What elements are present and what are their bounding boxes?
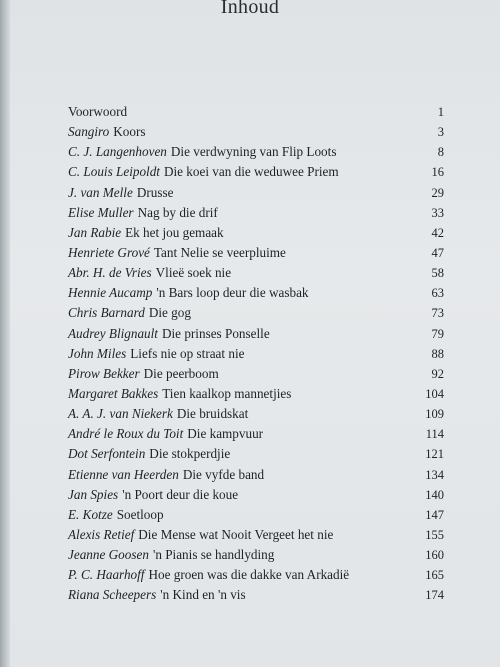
toc-entry <box>68 283 444 303</box>
toc-work-title: Die Mense wat Nooit Vergeet het nie <box>138 526 334 542</box>
table-of-contents <box>68 102 444 606</box>
toc-author: Pirow Bekker <box>68 365 140 381</box>
toc-author: P. C. Haarhoff <box>68 567 145 583</box>
toc-work-title: Koors <box>113 124 146 140</box>
toc-work-title: Die koei van die weduwee Priem <box>163 164 339 180</box>
toc-entry <box>68 525 444 545</box>
toc-entry <box>68 263 444 283</box>
toc-author: Jan Rabie <box>68 224 122 240</box>
toc-author: Elise Muller <box>68 204 134 220</box>
toc-author: Jeanne Goosen <box>68 547 149 563</box>
toc-entry <box>68 465 444 485</box>
toc-author: Audrey Blignault <box>68 325 158 341</box>
toc-page-number: 121 <box>425 447 444 462</box>
toc-page-number: 155 <box>425 527 444 542</box>
toc-work-title: Die prinses Ponselle <box>161 325 270 341</box>
toc-page-number: 147 <box>425 507 444 522</box>
toc-entry <box>68 444 444 464</box>
toc-entry <box>68 122 444 142</box>
toc-work-title: Soetloop <box>116 506 164 522</box>
toc-author: A. A. J. van Niekerk <box>68 406 173 422</box>
toc-work-title: Tant Nelie se veerpluime <box>153 244 286 260</box>
toc-page-number: 47 <box>431 245 444 260</box>
toc-entry <box>68 223 444 243</box>
toc-work-title: Die bruidskat <box>176 406 249 422</box>
page-title: Inhoud <box>220 0 280 18</box>
toc-work-title: Vlieë soek nie <box>155 265 232 281</box>
toc-work-title: Die gog <box>148 305 191 321</box>
toc-work-title: Die kampvuur <box>187 426 264 442</box>
toc-author: Riana Scheepers <box>68 587 157 603</box>
toc-page-number: 109 <box>425 407 444 422</box>
toc-author: Etienne van Heerden <box>68 466 179 482</box>
toc-author: C. J. Langenhoven <box>68 144 167 160</box>
toc-entry <box>68 142 444 162</box>
toc-entry <box>68 545 444 565</box>
toc-page-number: 140 <box>425 487 444 502</box>
toc-page-number: 114 <box>425 427 444 442</box>
toc-entry <box>68 565 444 585</box>
toc-work-title: Die verdwyning van Flip Loots <box>170 144 337 160</box>
toc-entry <box>68 485 444 505</box>
toc-page-number: 63 <box>431 286 444 301</box>
toc-page-number: 104 <box>425 386 444 401</box>
toc-page-number: 16 <box>431 165 444 180</box>
toc-author: Margaret Bakkes <box>68 385 159 401</box>
toc-work-title: Die vyfde band <box>182 466 265 482</box>
toc-page-number: 174 <box>425 588 444 603</box>
toc-entry <box>68 384 444 404</box>
toc-author: Sangiro <box>68 124 110 140</box>
toc-work-title: 'n Pianis se handlyding <box>152 547 275 563</box>
toc-author: Chris Barnard <box>68 305 145 321</box>
toc-page-number: 88 <box>431 346 444 361</box>
toc-page-number: 33 <box>431 205 444 220</box>
toc-work-title: Drusse <box>136 184 174 200</box>
toc-entry <box>68 364 444 384</box>
toc-work-title: Liefs nie op straat nie <box>130 345 245 361</box>
toc-author: Jan Spies <box>68 486 119 502</box>
toc-author: André le Roux du Toit <box>68 426 184 442</box>
toc-page-number: 42 <box>431 225 444 240</box>
toc-work-title: Die peerboom <box>143 365 219 381</box>
book-spine-shadow <box>0 0 10 667</box>
toc-work-title: Die stokperdjie <box>149 446 231 462</box>
toc-work-title: Voorwoord <box>68 104 128 119</box>
toc-page-number: 1 <box>437 105 444 119</box>
toc-author: Dot Serfontein <box>68 446 146 462</box>
toc-page-number: 134 <box>425 467 444 482</box>
toc-author: E. Kotze <box>68 506 113 522</box>
toc-page-number: 3 <box>437 125 444 140</box>
toc-entry <box>68 203 444 223</box>
toc-author: Alexis Retief <box>68 526 135 542</box>
toc-entry <box>68 162 444 182</box>
toc-entry <box>68 243 444 263</box>
toc-work-title: Ek het jou gemaak <box>125 224 224 240</box>
toc-entry <box>68 505 444 525</box>
toc-author: Henriete Grové <box>68 244 150 260</box>
toc-entry <box>68 424 444 444</box>
toc-author: J. van Melle <box>68 184 133 200</box>
toc-entry <box>68 102 444 122</box>
toc-page-number: 29 <box>431 185 444 200</box>
toc-work-title: 'n Bars loop deur die wasbak <box>156 285 309 301</box>
toc-page-number: 165 <box>425 568 444 583</box>
toc-page-number: 92 <box>431 366 444 381</box>
toc-page-number: 73 <box>431 306 444 321</box>
toc-work-title: 'n Kind en 'n vis <box>160 587 246 603</box>
toc-entry <box>68 344 444 364</box>
toc-entry <box>68 183 444 203</box>
toc-work-title: Tien kaalkop mannetjies <box>162 385 292 401</box>
toc-author: Abr. H. de Vries <box>68 265 152 281</box>
toc-page-number: 58 <box>431 266 444 281</box>
toc-entry <box>68 303 444 323</box>
toc-page-number: 79 <box>431 326 444 341</box>
toc-entry <box>68 324 444 344</box>
toc-author: John Miles <box>68 345 127 361</box>
toc-work-title: 'n Poort deur die koue <box>122 486 239 502</box>
toc-page-number: 8 <box>437 145 444 160</box>
toc-author: C. Louis Leipoldt <box>68 164 160 180</box>
toc-work-title: Nag by die drif <box>137 204 218 220</box>
toc-page-number: 160 <box>425 548 444 563</box>
toc-work-title: Hoe groen was die dakke van Arkadië <box>148 567 350 583</box>
toc-entry <box>68 404 444 424</box>
toc-author: Hennie Aucamp <box>68 285 153 301</box>
toc-entry <box>68 585 444 605</box>
